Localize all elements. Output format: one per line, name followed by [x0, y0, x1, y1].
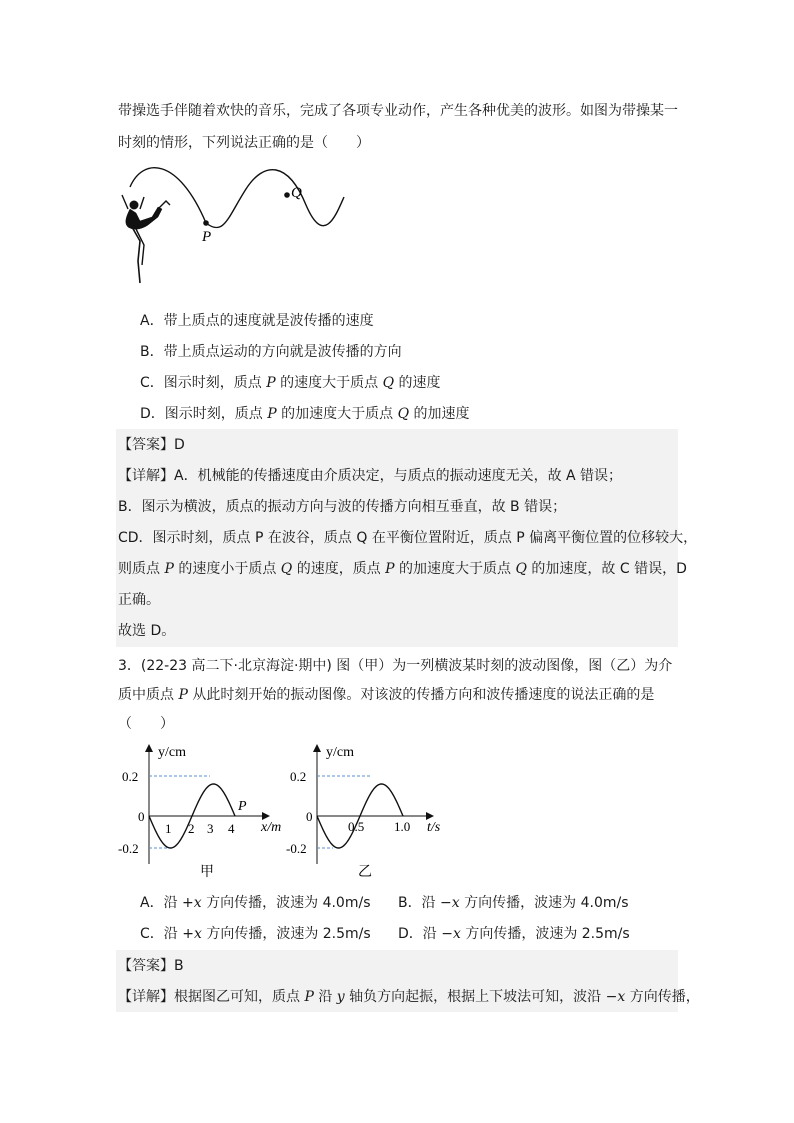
vibration-graph-yi	[286, 742, 456, 882]
q3-stem-line1: 3．(22-23 高二下·北京海淀·期中) 图（甲）为一列横波某时刻的波动图像，图（乙）为介	[118, 658, 673, 674]
dancer-silhouette	[122, 195, 170, 283]
q2-answer: 【答案】D	[118, 437, 185, 453]
q2-stem-line1: 带操选手伴随着欢快的音乐，完成了各项专业动作，产生各种优美的波形。如图为带操某一	[118, 103, 678, 119]
yi-caption: 乙	[358, 865, 372, 880]
q2-detail-a: 【详解】A．机械能的传播速度由介质决定，与质点的振动速度无关，故 A 错误；	[118, 468, 623, 484]
q2-conclusion: 故选 D。	[118, 623, 176, 639]
jia-x-tick-3: 3	[207, 821, 214, 836]
yi-x-tick-0-5: 0.5	[348, 819, 365, 834]
q3-answer: 【答案】B	[118, 958, 184, 974]
yi-y-tick-0: 0	[306, 809, 313, 824]
q2-detail-cd3: 正确。	[118, 592, 160, 608]
point-q	[284, 192, 290, 198]
jia-caption: 甲	[200, 865, 214, 880]
q3-option-c[interactable]: C．沿 +x 方向传播，波速为 2.5m/s	[140, 926, 371, 942]
jia-ylabel: y/cm	[158, 745, 186, 760]
jia-y-tick-neg-0-2: -0.2	[118, 841, 139, 856]
q2-option-b[interactable]: B．带上质点运动的方向就是波传播的方向	[140, 344, 402, 360]
q2-detail-b: B．图示为横波，质点的振动方向与波的传播方向相互垂直，故 B 错误；	[118, 499, 567, 515]
jia-point-p: P	[238, 799, 247, 814]
yi-x-tick-1-0: 1.0	[394, 819, 411, 834]
q2-detail-cd2: 则质点 P 的速度小于质点 Q 的速度，质点 P 的加速度大于质点 Q 的加速度，故 C 错误，D	[118, 561, 687, 577]
label-p: P	[202, 229, 212, 245]
yi-y-tick-neg-0-2: -0.2	[286, 841, 307, 856]
q2-option-a[interactable]: A．带上质点的速度就是波传播的速度	[140, 313, 374, 329]
q3-option-d[interactable]: D．沿 −x 方向传播，波速为 2.5m/s	[398, 926, 630, 942]
yi-ylabel: y/cm	[326, 745, 354, 760]
q3-option-b[interactable]: B．沿 −x 方向传播，波速为 4.0m/s	[398, 895, 629, 911]
jia-y-tick-0: 0	[138, 809, 145, 824]
q2-detail-cd1: CD．图示时刻，质点 P 在波谷，质点 Q 在平衡位置附近，质点 P 偏离平衡位置的位移较大，	[118, 530, 698, 546]
wave-graph-jia	[118, 742, 288, 882]
q3-detail: 【详解】根据图乙可知，质点 P 沿 y 轴负方向起振，根据上下坡法可知，波沿 −x 方向传播，	[118, 989, 700, 1005]
label-q: Q	[291, 185, 302, 201]
jia-y-tick-0-2: 0.2	[122, 769, 139, 784]
q3-stem-line3: （ ）	[118, 716, 174, 732]
yi-xlabel: t/s	[427, 820, 441, 835]
q3-stem-line2: 质中质点 P 从此时刻开始的振动图像。对该波的传播方向和波传播速度的说法正确的是	[118, 687, 655, 703]
jia-x-tick-1: 1	[165, 821, 172, 836]
q2-option-d[interactable]: D．图示时刻，质点 P 的加速度大于质点 Q 的加速度	[140, 406, 470, 422]
q2-stem-line2: 时刻的情形，下列说法正确的是（ ）	[118, 135, 370, 151]
jia-x-tick-4: 4	[228, 821, 235, 836]
q3-option-a[interactable]: A．沿 +x 方向传播，波速为 4.0m/s	[140, 895, 371, 911]
yi-y-tick-0-2: 0.2	[290, 769, 307, 784]
ribbon-dancer-figure	[118, 165, 358, 295]
q2-option-c[interactable]: C．图示时刻，质点 P 的速度大于质点 Q 的速度	[140, 375, 441, 391]
ribbon-wave-curve	[130, 168, 344, 228]
point-p	[203, 220, 209, 226]
jia-x-tick-2: 2	[188, 821, 195, 836]
jia-xlabel: x/m	[261, 820, 282, 835]
